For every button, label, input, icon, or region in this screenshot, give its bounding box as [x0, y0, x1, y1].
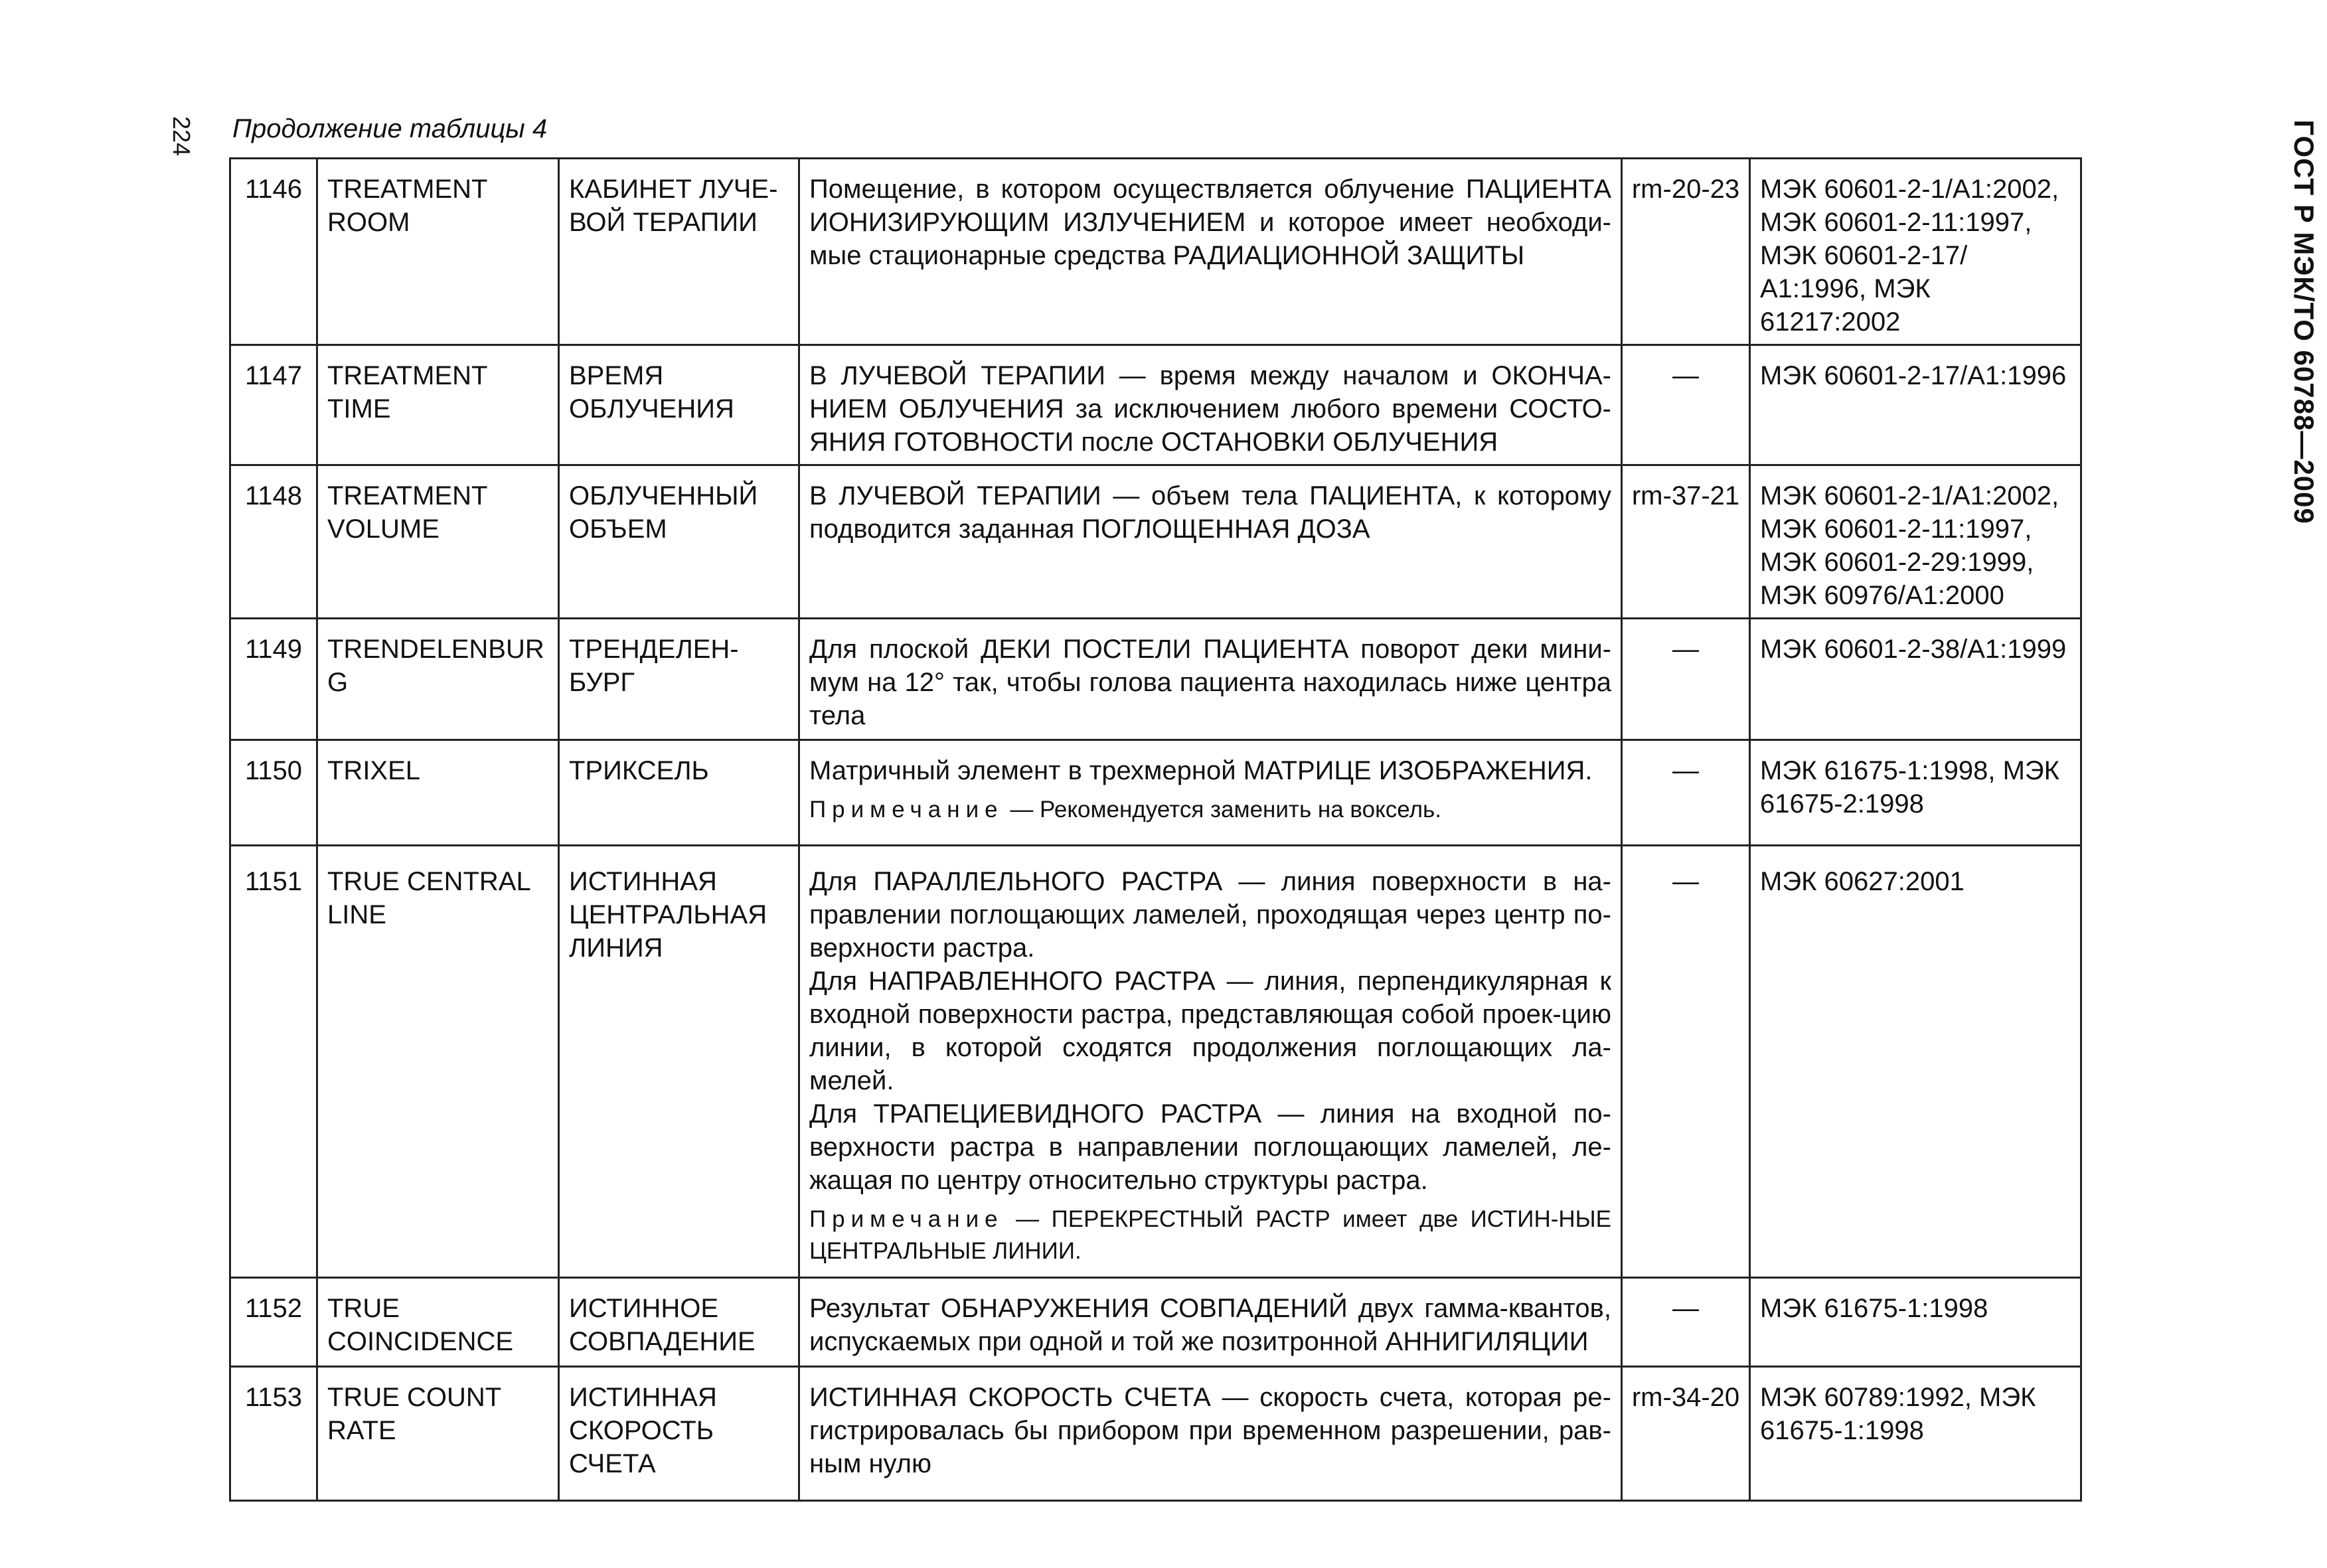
term-russian: ИСТИННАЯ ЦЕНТРАЛЬНАЯ ЛИНИЯ — [559, 846, 799, 1278]
term-definition — [799, 1367, 1622, 1501]
note-text: — ПЕРЕКРЕСТНЫЙ РАСТР имеет две ИСТИН-НЫЕ ЦЕНТРАЛЬНЫЕ ЛИНИИ. — [809, 1206, 1611, 1264]
term-definition — [799, 619, 1622, 740]
term-code: — — [1622, 619, 1750, 740]
term-number: 1146 — [230, 159, 317, 345]
term-number: 1149 — [230, 619, 317, 740]
term-definition — [799, 159, 1622, 345]
definition-text: Для плоской ДЕКИ ПОСТЕЛИ ПАЦИЕНТА поворот деки мини-мум на 12° так, чтобы голова пациента находилась ниже центра тела — [809, 635, 1611, 730]
table-row — [230, 619, 2081, 740]
term-english: TRUE CENTRAL LINE — [317, 846, 559, 1278]
term-definition — [799, 345, 1622, 465]
term-definition — [799, 465, 1622, 619]
note-text: — Рекомендуется заменить на воксель. — [1010, 797, 1441, 823]
definition-text: В ЛУЧЕВОЙ ТЕРАПИИ — время между началом и ОКОНЧА-НИЕМ ОБЛУЧЕНИЯ за исключением любого времени СОСТО-ЯНИЯ ГОТОВНОСТИ после ОСТАНОВКИ ОБЛУЧЕНИЯ — [809, 361, 1611, 457]
standard-designation: ГОСТ Р МЭК/ТО 60788—2009 — [2288, 119, 2320, 524]
term-source: МЭК 60601-2-1/А1:2002, МЭК 60601-2-11:1997, МЭК 60601-2-17/А1:1996, МЭК 61217:2002 — [1750, 159, 2081, 345]
term-russian: ТРЕНДЕЛЕН-БУРГ — [559, 619, 799, 740]
term-definition — [799, 846, 1622, 1278]
table-row — [230, 465, 2081, 619]
definition-text: Для ТРАПЕЦИЕВИДНОГО РАСТРА — линия на входной по-верхности растра в направлении поглощающих ламелей, ле-жащая по центру относительно структуры растра. — [809, 1099, 1611, 1195]
page-number: 224 — [168, 116, 195, 157]
table-row — [230, 740, 2081, 846]
term-number: 1152 — [230, 1278, 317, 1367]
term-number: 1153 — [230, 1367, 317, 1501]
term-english: TRIXEL — [317, 740, 559, 846]
note-label: Примечание — [809, 797, 1004, 823]
term-code: rm-20-23 — [1622, 159, 1750, 345]
definition-text: Матричный элемент в трехмерной МАТРИЦЕ ИЗОБРАЖЕНИЯ. — [809, 756, 1593, 785]
term-english: TRENDELENBURG — [317, 619, 559, 740]
definition-text: Для НАПРАВЛЕННОГО РАСТРА — линия, перпендикулярная к входной поверхности растра, представляющая собой проек-цию линии, в которой сходятся продолжения поглощающих ла-мелей. — [809, 967, 1611, 1095]
term-source: МЭК 60601-2-1/А1:2002, МЭК 60601-2-11:1997, МЭК 60601-2-29:1999, МЭК 60976/А1:2000 — [1750, 465, 2081, 619]
term-code: rm-37-21 — [1622, 465, 1750, 619]
table-row — [230, 1367, 2081, 1501]
note-label: Примечание — [809, 1206, 1004, 1232]
term-source: МЭК 61675-1:1998 — [1750, 1278, 2081, 1367]
table-row — [230, 345, 2081, 465]
definition-text: Результат ОБНАРУЖЕНИЯ СОВПАДЕНИЙ двух гамма-квантов, испускаемых при одной и той же позитронной АННИГИЛЯЦИИ — [809, 1294, 1611, 1356]
term-russian: КАБИНЕТ ЛУЧЕ-ВОЙ ТЕРАПИИ — [559, 159, 799, 345]
definition-text: Для ПАРАЛЛЕЛЬНОГО РАСТРА — линия поверхности в на-правлении поглощающих ламелей, проходящая через центр по-верхности растра. — [809, 867, 1611, 963]
table-row — [230, 159, 2081, 345]
term-russian: ТРИКСЕЛЬ — [559, 740, 799, 846]
term-russian: ИСТИННАЯ СКОРОСТЬ СЧЕТА — [559, 1367, 799, 1501]
term-code: rm-34-20 — [1622, 1367, 1750, 1501]
term-english: TRUE COUNT RATE — [317, 1367, 559, 1501]
term-code: — — [1622, 1278, 1750, 1367]
terms-table — [229, 157, 2082, 1502]
term-definition — [799, 1278, 1622, 1367]
definition-text: ИСТИННАЯ СКОРОСТЬ СЧЕТА — скорость счета, которая ре-гистрировалась бы прибором при временном разрешении, рав-ным нулю — [809, 1383, 1611, 1478]
term-code: — — [1622, 740, 1750, 846]
term-number: 1148 — [230, 465, 317, 619]
term-english: TRUE COINCIDENCE — [317, 1278, 559, 1367]
term-source: МЭК 60789:1992, МЭК 61675-1:1998 — [1750, 1367, 2081, 1501]
term-source: МЭК 60601-2-38/А1:1999 — [1750, 619, 2081, 740]
term-definition — [799, 740, 1622, 846]
term-russian: ВРЕМЯ ОБЛУЧЕНИЯ — [559, 345, 799, 465]
definition-text: В ЛУЧЕВОЙ ТЕРАПИИ — объем тела ПАЦИЕНТА, к которому подводится заданная ПОГЛОЩЕННАЯ ДОЗА — [809, 481, 1611, 544]
term-number: 1147 — [230, 345, 317, 465]
term-english: TREATMENT VOLUME — [317, 465, 559, 619]
term-source: МЭК 60627:2001 — [1750, 846, 2081, 1278]
definition-text: Помещение, в котором осуществляется облучение ПАЦИЕНТА ИОНИЗИРУЮЩИМ ИЗЛУЧЕНИЕМ и которое имеет необходи-мые стационарные средства РАДИАЦИОННОЙ ЗАЩИТЫ — [809, 175, 1611, 270]
term-number: 1150 — [230, 740, 317, 846]
table-row — [230, 1278, 2081, 1367]
term-english: TREATMENT TIME — [317, 345, 559, 465]
term-source: МЭК 60601-2-17/А1:1996 — [1750, 345, 2081, 465]
term-russian: ИСТИННОЕ СОВПАДЕНИЕ — [559, 1278, 799, 1367]
term-code: — — [1622, 345, 1750, 465]
definition-note — [809, 794, 1611, 826]
term-english: TREATMENT ROOM — [317, 159, 559, 345]
table-row — [230, 846, 2081, 1278]
term-source: МЭК 61675-1:1998, МЭК 61675-2:1998 — [1750, 740, 2081, 846]
term-russian: ОБЛУЧЕННЫЙ ОБЪЕМ — [559, 465, 799, 619]
continuation-title: Продолжение таблицы 4 — [232, 114, 548, 143]
term-number: 1151 — [230, 846, 317, 1278]
definition-note — [809, 1204, 1611, 1267]
term-code: — — [1622, 846, 1750, 1278]
